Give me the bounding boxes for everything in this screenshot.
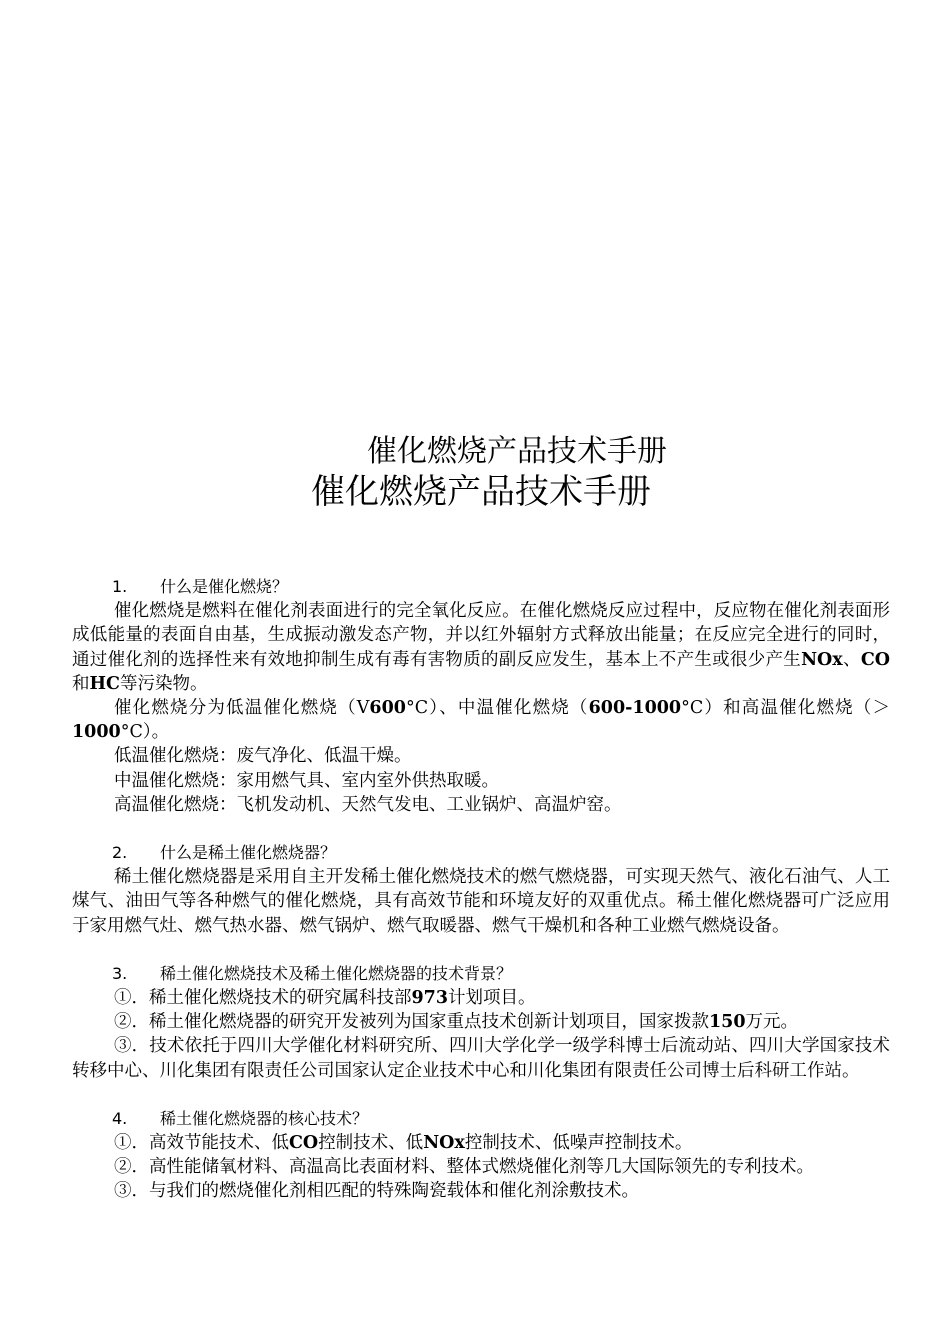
section-1-item: 中温催化燃烧：家用燃气具、室内室外供热取暖。 <box>114 770 499 791</box>
document-title-secondary: 催化燃烧产品技术手册 <box>311 472 651 512</box>
section-heading-text: 稀土催化燃烧技术及稀土催化燃烧器的技术背景？ <box>160 963 513 983</box>
section-1-heading <box>72 575 890 599</box>
section-4-item-3: ③．与我们的燃烧催化剂相匹配的特殊陶瓷载体和催化剂涂敷技术。 <box>114 1181 639 1202</box>
section-1-paragraph-1 <box>72 599 890 696</box>
section-heading-text: 什么是催化燃烧？ <box>160 577 289 596</box>
section-3-heading <box>72 962 890 986</box>
section-number: 3. <box>112 963 128 983</box>
section-4-heading <box>72 1107 890 1131</box>
section-1-item: 低温催化燃烧：废气净化、低温干燥。 <box>114 746 412 767</box>
text-run: ①．高效节能技术、低 <box>114 1133 289 1154</box>
text-run: 催化燃烧分为低温催化燃烧（V <box>114 698 370 719</box>
text-bold: CO <box>289 1133 319 1154</box>
text-bold: 600-1000 <box>588 698 682 719</box>
section-3-item-1 <box>72 986 890 1010</box>
section-number: 4. <box>112 1108 128 1128</box>
section-number: 2. <box>112 843 128 863</box>
section-4-item-2: ②．高性能储氧材料、高温高比表面材料、整体式燃烧催化剂等几大国际领先的专利技术。 <box>114 1157 814 1178</box>
text-bold: NOx <box>801 649 843 670</box>
text-run: 和 <box>72 673 90 694</box>
text-bold: NOx <box>423 1133 465 1154</box>
text-bold: CO <box>860 649 891 670</box>
text-run: ②．稀土催化燃烧器的研究开发被列为国家重点技术创新计划项目，国家拨款 <box>114 1012 709 1033</box>
text-bold: HC <box>89 673 120 694</box>
section-3-item-2 <box>72 1010 890 1034</box>
spacer <box>72 938 890 962</box>
document-body <box>72 575 890 1204</box>
section-1-item: 高温催化燃烧：飞机发动机、天然气发电、工业锅炉、高温炉窑。 <box>114 794 622 815</box>
text-run: 等污染物。 <box>119 673 208 694</box>
text-bold: 150 <box>709 1012 746 1033</box>
text-run: ①．稀土催化燃烧技术的研究属科技部 <box>114 988 412 1009</box>
section-heading-text: 稀土催化燃烧器的核心技术？ <box>160 1108 369 1128</box>
section-1-paragraph-2 <box>72 696 890 744</box>
text-run: 计划项目。 <box>448 988 536 1009</box>
section-heading-text: 什么是稀土催化燃烧器？ <box>160 843 337 863</box>
text-run: 控制技术、低噪声控制技术。 <box>464 1133 693 1154</box>
text-run: 催化燃烧是燃料在催化剂表面进行的完全氧化反应。在催化燃烧反应过程中，反应物在催化剂表面形成低能量的表面自由基，生成振动激发态产物，并以红外辐射方式释放出能量；在反应完全进行的同时，通过催化剂的选择性来有效地抑制生成有毒有害物质的副反应发生，基本上不产生或很少产生 <box>72 601 890 670</box>
text-run: 、 <box>842 649 861 670</box>
text-run: 控制技术、低 <box>318 1133 424 1154</box>
spacer <box>72 817 890 841</box>
section-number: 1. <box>112 577 128 596</box>
text-run: °C）和高温催化燃烧（＞ <box>681 698 891 719</box>
section-2-paragraph: 稀土催化燃烧器是采用自主开发稀土催化燃烧技术的燃气燃烧器，可实现天然气、液化石油气、人工煤气、油田气等各种燃气的催化燃烧，具有高效节能和环境友好的双重优点。稀土催化燃烧器可广泛应用于家用燃气灶、燃气热水器、燃气锅炉、燃气取暖器、燃气干燥机和各种工业燃气燃烧设备。 <box>72 867 890 936</box>
document-title-primary: 催化燃烧产品技术手册 <box>367 434 667 469</box>
text-run: °C）、中温催化燃烧（ <box>405 698 589 719</box>
text-run: 万元。 <box>745 1012 799 1033</box>
section-3-item-3: ③．技术依托于四川大学催化材料研究所、四川大学化学一级学科博士后流动站、四川大学国家技术转移中心、川化集团有限责任公司国家认定企业技术中心和川化集团有限责任公司博士后科研工作站。 <box>72 1036 890 1081</box>
section-2-heading <box>72 841 890 865</box>
text-run: °C）。 <box>120 722 170 743</box>
text-bold: 600 <box>369 698 406 719</box>
spacer <box>72 1083 890 1107</box>
section-4-item-1 <box>72 1131 890 1155</box>
text-bold: 1000 <box>72 722 121 743</box>
text-bold: 973 <box>411 988 449 1009</box>
